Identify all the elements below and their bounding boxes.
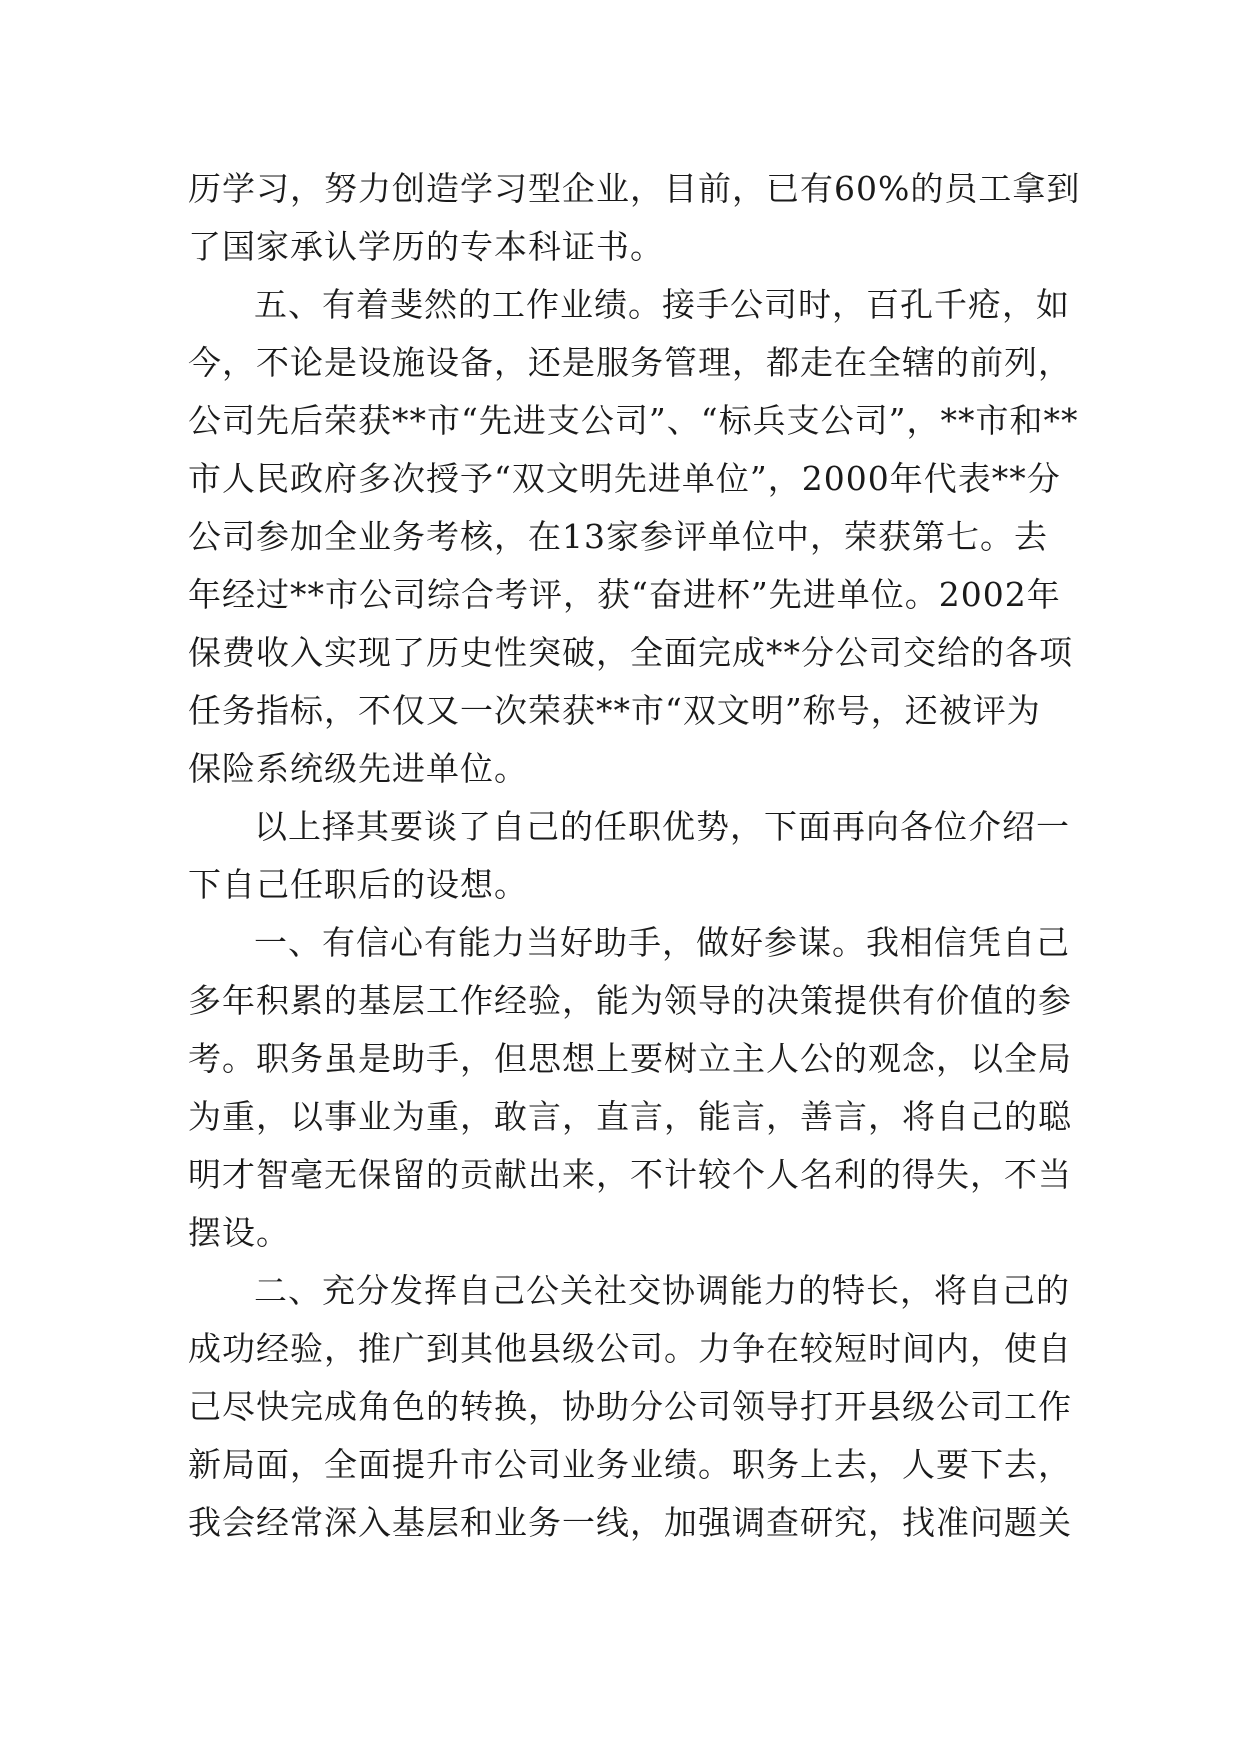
- text-line: 新局面，全面提升市公司业务业绩。职务上去，人要下去，: [188, 1445, 1072, 1484]
- text-line: 保费收入实现了历史性突破，全面完成**分公司交给的各项: [188, 633, 1073, 672]
- text-line: 以上择其要谈了自己的任职优势，下面再向各位介绍一: [254, 807, 1070, 846]
- text-line: 五、有着斐然的工作业绩。接手公司时，百孔千疮，如: [254, 285, 1070, 324]
- text-line: 多年积累的基层工作经验，能为领导的决策提供有价值的参: [188, 981, 1072, 1020]
- text-line: 我会经常深入基层和业务一线，加强调查研究，找准问题关: [188, 1503, 1072, 1542]
- text-line: 今，不论是设施设备，还是服务管理，都走在全辖的前列，: [188, 343, 1072, 382]
- text-line: 为重，以事业为重，敢言，直言，能言，善言，将自己的聪: [188, 1097, 1072, 1136]
- text-line: 成功经验，推广到其他县级公司。力争在较短时间内，使自: [188, 1329, 1072, 1368]
- text-line: 年经过**市公司综合考评，获“奋进杯”先进单位。2002年: [188, 575, 1061, 614]
- text-line: 任务指标，不仅又一次荣获**市“双文明”称号，还被评为: [188, 691, 1041, 730]
- text-line: 市人民政府多次授予“双文明先进单位”，2000年代表**分: [188, 459, 1061, 498]
- text-line: 明才智毫无保留的贡献出来，不计较个人名利的得失，不当: [188, 1155, 1072, 1194]
- text-line: 考。职务虽是助手，但思想上要树立主人公的观念，以全局: [188, 1039, 1072, 1078]
- text-line: 二、充分发挥自己公关社交协调能力的特长，将自己的: [254, 1271, 1070, 1310]
- paragraph-transition: [188, 798, 1070, 914]
- text-line: 了国家承认学历的专本科证书。: [188, 227, 664, 266]
- paragraph-achievements: [188, 276, 1079, 798]
- text-line: 己尽快完成角色的转换，协助分公司领导打开县级公司工作: [188, 1387, 1072, 1426]
- text-line: 公司先后荣获**市“先进支公司”、“标兵支公司”，**市和**: [188, 401, 1079, 440]
- text-line: 历学习，努力创造学习型企业，目前，已有60%的员工拿到: [188, 169, 1081, 208]
- text-line: 公司参加全业务考核，在13家参评单位中，荣获第七。去: [188, 517, 1048, 556]
- text-line: 摆设。: [188, 1213, 290, 1252]
- text-line: 下自己任职后的设想。: [188, 865, 528, 904]
- document-body: [188, 160, 1081, 1552]
- text-line: 保险系统级先进单位。: [188, 749, 528, 788]
- paragraph-plan-two: [188, 1262, 1072, 1552]
- paragraph-continuation: [188, 160, 1081, 276]
- text-line: 一、有信心有能力当好助手，做好参谋。我相信凭自己: [254, 923, 1070, 962]
- paragraph-plan-one: [188, 914, 1072, 1262]
